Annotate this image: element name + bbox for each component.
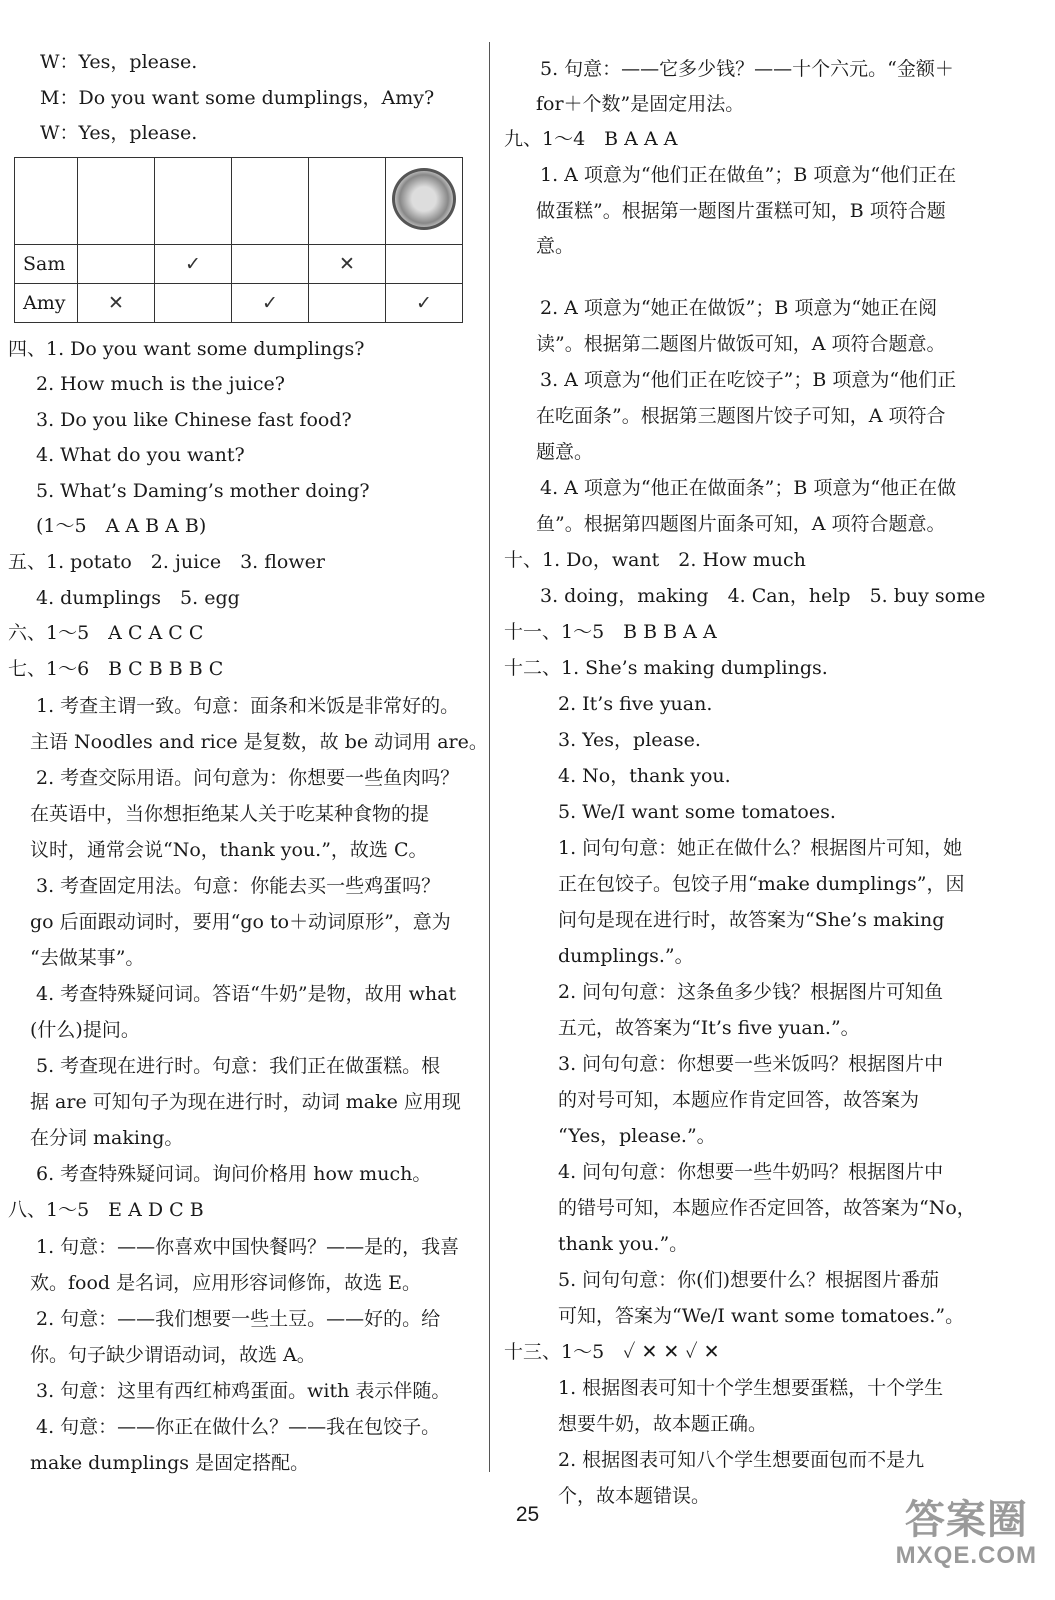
watermark-bottom: MXQE.COM	[895, 1542, 1037, 1569]
answer-line: 鱼”。根据第四题图片面条可知，A 项符合题意。	[536, 513, 946, 535]
answer-line: 正在包饺子。包饺子用“make dumplings”，因	[558, 873, 965, 895]
answer-line: 5. 句意：——它多少钱？——十个六元。“金额＋	[540, 58, 954, 80]
answer-line: 欢。food 是名词，应用形容词修饰，故选 E。	[30, 1272, 422, 1294]
dialog-line: W：Yes，please.	[40, 51, 198, 73]
answer-table	[14, 157, 463, 323]
answer-line: 五元，故答案为“It’s five yuan.”。	[558, 1017, 860, 1039]
answer-line: 意。	[536, 235, 575, 257]
table-cell	[78, 245, 155, 284]
answer-line: 3. 句意：这里有西红柿鸡蛋面。with 表示伴随。	[36, 1380, 451, 1402]
answer-line: “去做某事”。	[30, 947, 145, 969]
answer-line: (1～5 A A B A B)	[36, 515, 207, 537]
table-cell: ✓	[155, 245, 232, 284]
answer-line: 想要牛奶，故本题正确。	[558, 1413, 768, 1435]
table-cell: ✕	[309, 245, 386, 284]
answer-line: 1. 考查主谓一致。句意：面条和米饭是非常好的。	[36, 695, 460, 717]
answer-line: 1. A 项意为“他们正在做鱼”；B 项意为“他们正在	[540, 164, 957, 186]
answer-line: 八、1～5 E A D C B	[8, 1199, 204, 1221]
answer-line: 3. Yes，please.	[558, 729, 701, 751]
answer-line: 5. 考查现在进行时。句意：我们正在做蛋糕。根	[36, 1055, 441, 1077]
table-cell: ✓	[386, 284, 463, 323]
column-divider	[489, 42, 490, 1472]
answer-line: 题意。	[536, 441, 594, 463]
answer-line: 4. What do you want?	[36, 444, 245, 466]
answer-line: 十、1. Do，want 2. How much	[504, 549, 806, 571]
answer-line: 六、1～5 A C A C C	[8, 622, 204, 644]
table-cell: ✓	[232, 284, 309, 323]
answer-line: 4. dumplings 5. egg	[36, 587, 240, 609]
answer-line: 4. 问句句意：你想要一些牛奶吗？根据图片中	[558, 1161, 944, 1183]
answer-line: 1. 根据图表可知十个学生想要蛋糕，十个学生	[558, 1377, 944, 1399]
answer-line: 3. 问句句意：你想要一些米饭吗？根据图片中	[558, 1053, 944, 1075]
answer-line: 4. 考查特殊疑问词。答语“牛奶”是物，故用 what	[36, 983, 457, 1005]
answer-line: 2. How much is the juice?	[36, 373, 285, 395]
answer-line: 七、1～6 B C B B B C	[8, 658, 224, 680]
answer-line: 3. Do you like Chinese fast food?	[36, 409, 352, 431]
dialog-line: W：Yes，please.	[40, 122, 198, 144]
food-picture-2	[155, 158, 232, 245]
answer-line: make dumplings 是固定搭配。	[30, 1452, 310, 1474]
watermark-top: 答案圈	[904, 1498, 1028, 1542]
row-name: Sam	[15, 245, 78, 284]
answer-line: 九、1～4 B A A A	[504, 128, 678, 150]
answer-line: 做蛋糕”。根据第一题图片蛋糕可知，B 项符合题	[536, 200, 946, 222]
answer-line: dumplings.”。	[558, 945, 694, 967]
answer-line: 2. A 项意为“她正在做饭”；B 项意为“她正在阅	[540, 297, 938, 319]
answer-line: 十三、1～5 ✓ ✕ ✕ ✓ ✕	[504, 1341, 720, 1363]
answer-line: 5. We/I want some tomatoes.	[558, 801, 836, 823]
answer-line: 2. 问句句意：这条鱼多少钱？根据图片可知鱼	[558, 981, 944, 1003]
answer-line: 在分词 making。	[30, 1127, 184, 1149]
answer-line: 你。句子缺少谓语动词，故选 A。	[30, 1344, 316, 1366]
food-picture-3	[232, 158, 309, 245]
answer-line: 3. A 项意为“他们正在吃饺子”；B 项意为“他们正	[540, 369, 957, 391]
answer-line: 个，故本题错误。	[558, 1485, 711, 1507]
answer-line: 2. 考查交际用语。问句意为：你想要一些鱼肉吗？	[36, 767, 460, 789]
answer-line: for＋个数”是固定用法。	[536, 93, 745, 115]
answer-line: 1. 问句句意：她正在做什么？根据图片可知，她	[558, 837, 963, 859]
answer-line: 2. It’s five yuan.	[558, 693, 713, 715]
table-corner	[15, 158, 78, 245]
food-picture-4	[309, 158, 386, 245]
answer-line: 的对号可知，本题应作肯定回答，故答案为	[558, 1089, 920, 1111]
answer-line: 1. 句意：——你喜欢中国快餐吗？——是的，我喜	[36, 1236, 460, 1258]
dialog-line: M：Do you want some dumplings，Amy?	[40, 87, 435, 109]
answer-line: 3. doing，making 4. Can，help 5. buy some	[540, 585, 986, 607]
answer-line: 的错号可知，本题应作否定回答，故答案为“No，	[558, 1197, 976, 1219]
answer-line: “Yes，please.”。	[558, 1125, 716, 1147]
dumpling-plate-icon	[392, 168, 456, 230]
answer-line: 读”。根据第二题图片做饭可知，A 项符合题意。	[536, 333, 946, 355]
answer-line: 4. No，thank you.	[558, 765, 731, 787]
answer-line: thank you.”。	[558, 1233, 689, 1255]
table-cell	[232, 245, 309, 284]
answer-line: 2. 根据图表可知八个学生想要面包而不是九	[558, 1449, 925, 1471]
answer-line: 4. 句意：——你正在做什么？——我在包饺子。	[36, 1416, 441, 1438]
answer-line: 可知，答案为“We/I want some tomatoes.”。	[558, 1305, 965, 1327]
watermark-logo	[896, 1498, 1037, 1570]
answer-line: 议时，通常会说“No，thank you.”，故选 C。	[30, 839, 428, 861]
answer-line: 十一、1～5 B B B A A	[504, 621, 717, 643]
answer-line: 2. 句意：——我们想要一些土豆。——好的。给	[36, 1308, 441, 1330]
answer-line: 五、1. potato 2. juice 3. flower	[8, 551, 325, 573]
answer-line: 5. What’s Daming’s mother doing?	[36, 480, 370, 502]
answer-line: (什么)提问。	[30, 1019, 140, 1041]
answer-line: 4. A 项意为“他正在做面条”；B 项意为“他正在做	[540, 477, 957, 499]
answer-line: 十二、1. She’s making dumplings.	[504, 657, 828, 679]
answer-line: 3. 考查固定用法。句意：你能去买一些鸡蛋吗？	[36, 875, 441, 897]
food-picture-1	[78, 158, 155, 245]
page-number: 25	[515, 1503, 540, 1526]
answer-line: 主语 Noodles and rice 是复数，故 be 动词用 are。	[30, 731, 488, 753]
row-name: Amy	[15, 284, 78, 323]
answer-line: 在英语中，当你想拒绝某人关于吃某种食物的提	[30, 803, 430, 825]
answer-line: 据 are 可知句子为现在进行时，动词 make 应用现	[30, 1091, 461, 1113]
table-cell	[386, 245, 463, 284]
food-picture-5	[386, 158, 463, 245]
answer-line: 四、1. Do you want some dumplings?	[8, 338, 365, 360]
answer-line: 6. 考查特殊疑问词。询问价格用 how much。	[36, 1163, 432, 1185]
table-cell	[155, 284, 232, 323]
table-cell: ✕	[78, 284, 155, 323]
answer-line: 5. 问句句意：你(们)想要什么？根据图片番茄	[558, 1269, 939, 1291]
answer-line: 问句是现在进行时，故答案为“She’s making	[558, 909, 945, 931]
answer-line: go 后面跟动词时，要用“go to＋动词原形”，意为	[30, 911, 451, 933]
table-cell	[309, 284, 386, 323]
answer-line: 在吃面条”。根据第三题图片饺子可知，A 项符合	[536, 405, 946, 427]
